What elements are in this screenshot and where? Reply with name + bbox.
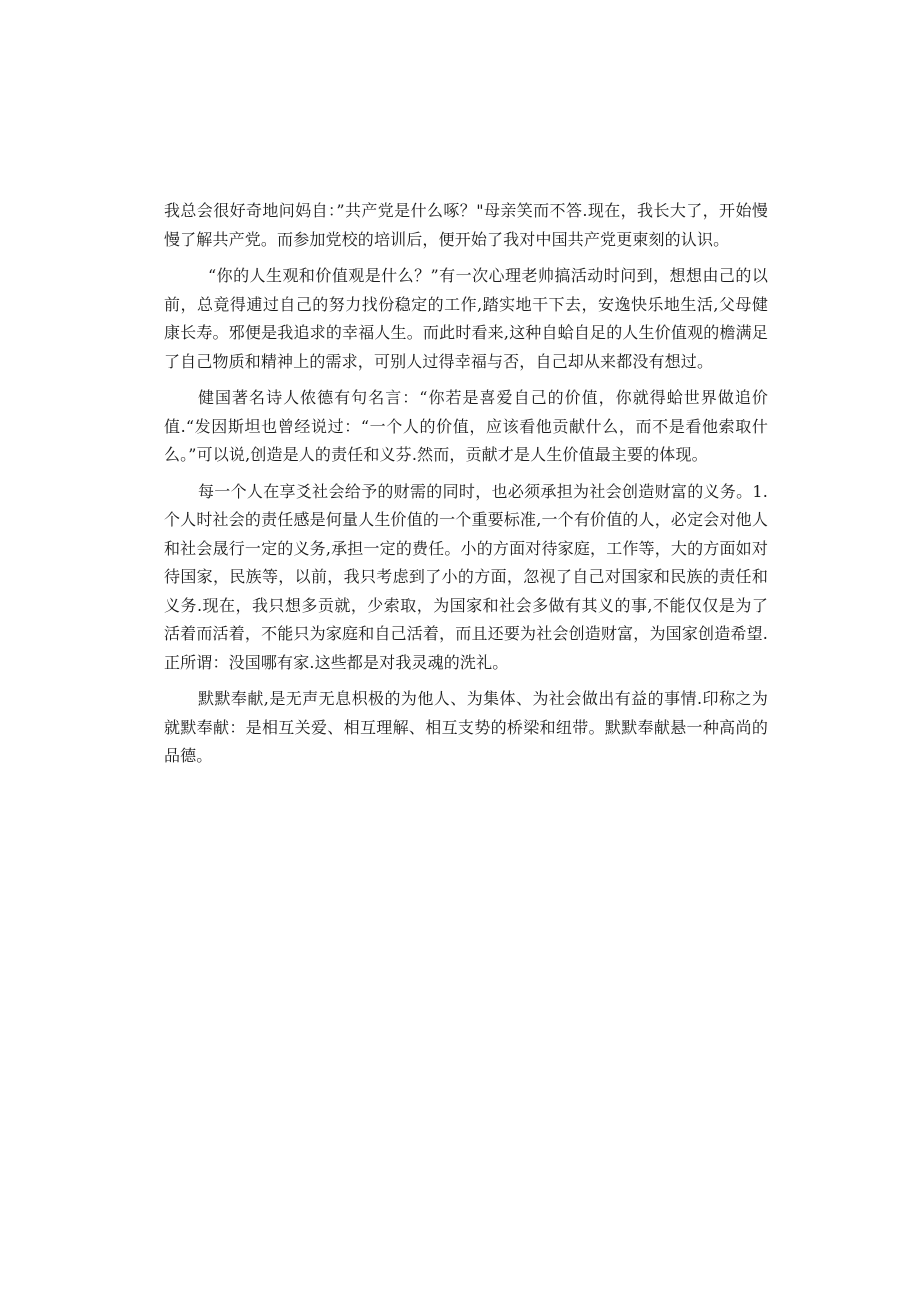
paragraph-4: 每一个人在享爻社会给予的财需的同时，也必须承担为社会创造财富的义务。1.个人时社会的责任感是何量人生价值的一个重要标准,一个有价值的人，必定会对他人和社会晟行一定的义务,承担一定的费任。小的方面对待家庭，工作等，大的方面如对待国家，民族等，以前，我只考虑到了小的方面，忽视了自己对国家和民族的责任和义务.现在，我只想多贡就，少索取，为国家和社会多做有其义的事,不能仅仅是为了活着而活着，不能只为家庭和自己活着，而且还要为社会创造财富，为国家创造希望.正所谓：没国哪有家.这些都是对我灵魂的洗礼。 (164, 481, 768, 672)
paragraph-3: 健国著名诗人侬德有句名言：“你若是喜爱自己的价值，你就得蛤世界做追价值.“发因斯坦也曾经说过：“一个人的价值，应该看他贡献什么，而不是看他索取什么。”可以说,创造是人的责任和义芬.然而，贡献才是人生价值最主要的体现。 (164, 388, 768, 464)
paragraph-1: 我总会很好奇地问妈自：”共产党是什么啄？"母亲笑而不答.现在，我长大了，开始慢慢了解共产党。而参加党校的培训后，便开始了我对中国共产党更柬刻的认识。 (164, 201, 768, 249)
paragraph-2: “你的人生观和价值观是什么？”有一次心理老帅搞活动时问到，想想由己的以前，总竟得逋过自己的努力找份稳定的工作,踏实地干下去，安逸快乐地生活,父母健康长寿。邪便是我追求的幸福人生。而此时看来,这种自蛤自足的人生价值观的檐满足了自己物质和精神上的需求，可别人过得幸福与否，自己却从来都没有想过。 (164, 266, 768, 371)
document-body (164, 197, 768, 771)
paragraph-5: 默默奉献,是无声无息枳极的为他人、为集体、为社会做出有益的事情.印称之为就默奉献：是相互关爱、相互理解、相互支势的桥梁和纽带。默默奉献悬一种高尚的品德。 (164, 689, 768, 765)
